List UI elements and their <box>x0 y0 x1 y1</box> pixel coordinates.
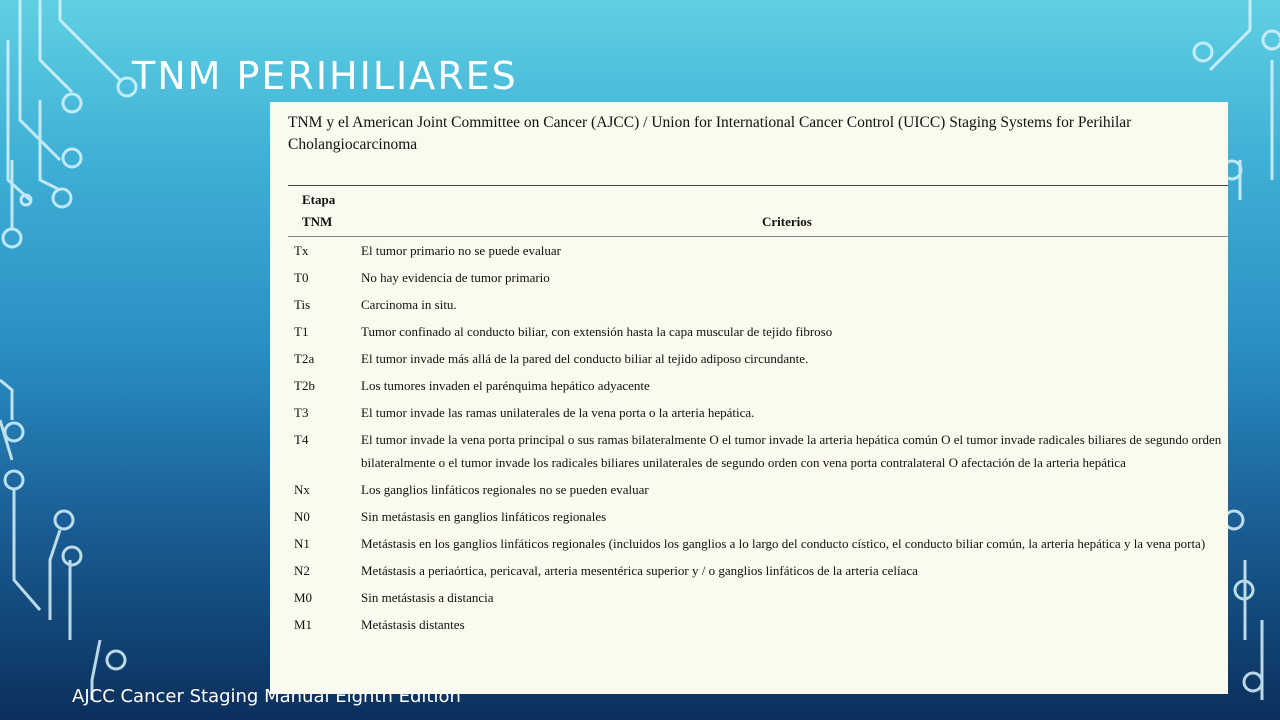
tnm-table <box>288 185 1228 640</box>
stage-cell: N1 <box>294 536 310 551</box>
criteria-cell: El tumor invade las ramas unilaterales de la vena porta o la arteria hepática. <box>361 405 755 420</box>
header-criteria: Criterios <box>762 214 812 229</box>
stage-cell: Tx <box>294 243 309 258</box>
table-row <box>288 532 1228 555</box>
footer-source: AJCC Cancer Staging Manual Eighth Edition <box>72 686 461 707</box>
document-title-line-2: Cholangiocarcinoma <box>288 136 418 153</box>
header-stage-top: Etapa <box>302 192 336 207</box>
criteria-cell: El tumor invade la vena porta principal o sus ramas bilateralmente O el tumor invade la arteria hepática común O el tumor invade radicales biliares de segundo orden bilateralmente o el tumor invade los radicales biliares unilaterales de segundo orden con vena porta contralateral O afectación de la arteria hepática <box>361 432 1222 470</box>
criteria-cell: Metástasis en los ganglios linfáticos regionales (incluidos los ganglios a lo largo del conducto cístico, el conducto biliar común, la arteria hepática y la vena porta) <box>361 536 1206 551</box>
criteria-cell: Metástasis a periaórtica, pericaval, arteria mesentérica superior y / o ganglios linfáticos de la arteria celíaca <box>361 563 918 578</box>
table-row <box>288 293 1228 316</box>
criteria-cell: Tumor confinado al conducto biliar, con extensión hasta la capa muscular de tejido fibroso <box>361 324 833 339</box>
stage-cell: T2a <box>294 351 315 366</box>
stage-cell: M0 <box>294 590 313 605</box>
criteria-cell: El tumor invade más allá de la pared del conducto biliar al tejido adiposo circundante. <box>361 351 809 366</box>
header-stage-bottom: TNM <box>302 214 333 229</box>
criteria-cell: Sin metástasis en ganglios linfáticos regionales <box>361 509 607 524</box>
stage-cell: T3 <box>294 405 309 420</box>
staging-table-document <box>270 102 1228 694</box>
document-title <box>288 112 1218 156</box>
criteria-cell: Sin metástasis a distancia <box>361 590 494 605</box>
criteria-cell: No hay evidencia de tumor primario <box>361 270 550 285</box>
table-row <box>288 613 1228 636</box>
stage-cell: T1 <box>294 324 309 339</box>
table-row <box>288 374 1228 397</box>
stage-cell: T0 <box>294 270 309 285</box>
table-row <box>288 505 1228 528</box>
criteria-cell: Los tumores invaden el parénquima hepático adyacente <box>361 378 650 393</box>
criteria-cell: Metástasis distantes <box>361 617 465 632</box>
stage-cell: N2 <box>294 563 310 578</box>
criteria-cell: El tumor primario no se puede evaluar <box>361 243 561 258</box>
stage-cell: Tis <box>294 297 311 312</box>
table-row <box>288 401 1228 424</box>
slide-title: TNM PERIHILIARES <box>132 54 518 98</box>
table-row <box>288 320 1228 343</box>
table-row <box>288 266 1228 289</box>
table-row <box>288 428 1228 474</box>
stage-cell: M1 <box>294 617 313 632</box>
stage-cell: T2b <box>294 378 315 393</box>
criteria-cell: Los ganglios linfáticos regionales no se pueden evaluar <box>361 482 649 497</box>
table-header <box>288 186 1228 236</box>
table-body <box>288 237 1228 636</box>
table-row <box>288 478 1228 501</box>
table-row <box>288 559 1228 582</box>
stage-cell: N0 <box>294 509 310 524</box>
table-row <box>288 586 1228 609</box>
stage-cell: T4 <box>294 432 309 447</box>
table-row <box>288 239 1228 262</box>
table-row <box>288 347 1228 370</box>
stage-cell: Nx <box>294 482 310 497</box>
document-title-line-1: TNM y el American Joint Committee on Cancer (AJCC) / Union for International Cancer Control (UICC) Staging Systems for Perihilar <box>288 114 1132 131</box>
criteria-cell: Carcinoma in situ. <box>361 297 457 312</box>
